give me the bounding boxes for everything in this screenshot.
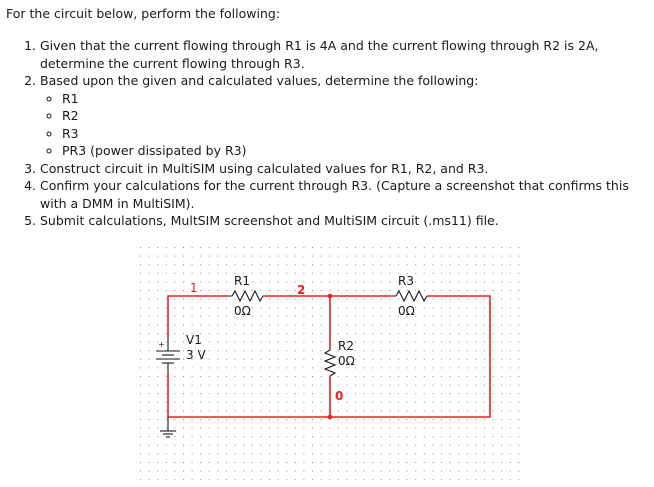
r1-value: 0Ω [234,304,251,318]
substep-r1: ◦ R1 [62,90,648,108]
r3-value: 0Ω [398,304,415,318]
step-2-sublist [40,90,648,160]
circuit-schematic [136,243,520,483]
instructions-list [0,37,648,230]
step-2-text: Based upon the given and calculated values, determine the following: [40,73,479,88]
node-label-1: 1 [190,281,198,295]
step-3: 3. Construct circuit in MultiSIM using calculated values for R1, R2, and R3. [40,160,648,178]
junction-node-0 [328,415,333,420]
step-5: 5. Submit calculations, MultSIM screenshot and MultiSIM circuit (.ms11) file. [40,212,648,230]
step-2 [40,72,648,160]
intro-text: For the circuit below, perform the following: [6,6,281,21]
node-label-0: 0 [335,389,344,403]
step-4: 4. Confirm your calculations for the current through R3. (Capture a screenshot that confirms this with a DMM in MultiSIM). [40,177,648,212]
r3-name: R3 [398,274,414,288]
substep-r3: ◦ R3 [62,125,648,143]
step-1: 1. Given that the current flowing through R1 is 4A and the current flowing through R2 is 2A, determine the current flowing through R3. [40,37,648,72]
r2-value: 0Ω [338,354,355,368]
v1-name: V1 [186,333,202,347]
grid-background [136,243,520,483]
node-label-2: 2 [297,283,306,297]
substep-r2: ◦ R2 [62,107,648,125]
r1-name: R1 [234,274,250,288]
r2-name: R2 [338,339,354,353]
junction-node-2 [328,294,333,299]
v1-value: 3 V [186,348,206,362]
substep-pr3: ◦ PR3 (power dissipated by R3) [62,142,648,160]
battery-plus-mark: + [158,340,165,349]
